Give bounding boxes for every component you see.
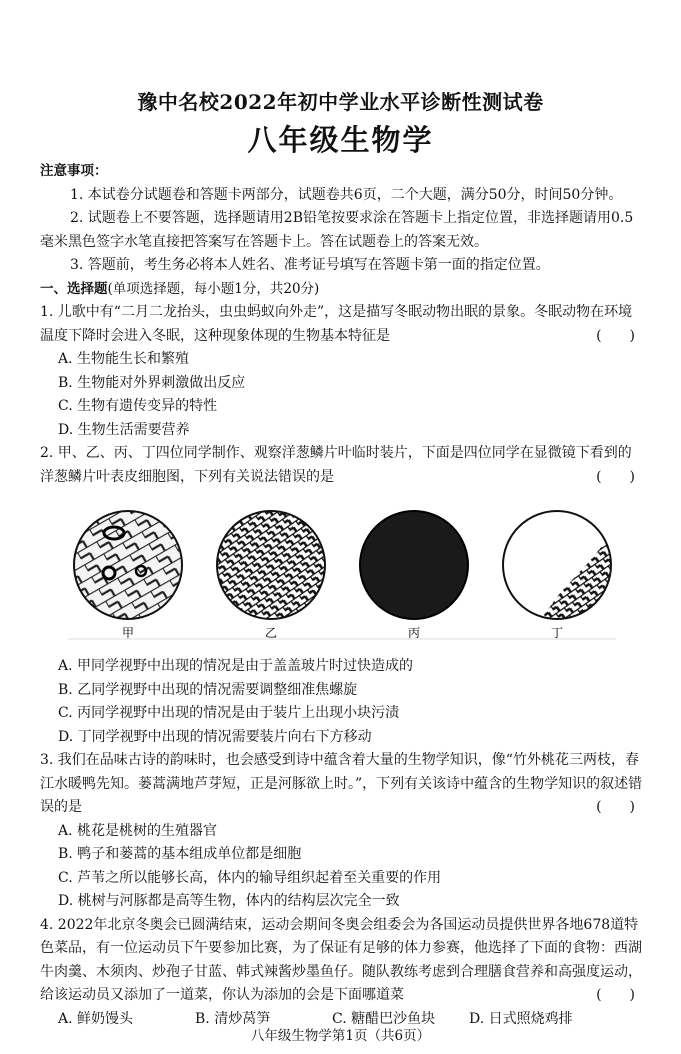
section-title: 一、选择题 [40, 280, 108, 297]
notice-item: 3. 答题前，考生务必将本人姓名、准考证号填写在答题卡第一面的指定位置。 [70, 257, 550, 273]
option-d: D. 丁同学视野中出现的情况需要装片向右下方移动 [58, 728, 372, 745]
option-b: B. 乙同学视野中出现的情况需要调整细准焦螺旋 [58, 681, 358, 698]
subject-title: 八年级生物学 [247, 123, 434, 157]
option-b: B. 清炒莴笋 [195, 1010, 271, 1027]
option-b: B. 生物能对外界刺激做出反应 [58, 374, 246, 391]
notice-heading: 注意事项： [40, 163, 108, 179]
answer-bracket: ( ) [596, 987, 635, 1003]
view-jia [74, 511, 182, 619]
exam-title: 豫中名校2022年初中学业水平诊断性测试卷 [137, 90, 544, 114]
option-a: A. 鲜奶馒头 [58, 1010, 134, 1027]
section-note: (单项选择题，每小题1分，共20分) [107, 280, 320, 297]
figure-label-yi: 乙 [264, 626, 278, 640]
page-footer: 八年级生物学第1页（共6页） [250, 1028, 431, 1044]
option-d: D. 日式照烧鸡排 [469, 1010, 573, 1027]
view-ding [503, 511, 613, 623]
option-c: C. 糖醋巴沙鱼块 [332, 1010, 436, 1027]
options [40, 348, 645, 442]
microscope-figure [68, 493, 616, 653]
notice-item: 1. 本试卷分试题卷和答题卡两部分，试题卷共6页，二个大题，满分50分，时间50分钟。 [70, 186, 623, 203]
question-stem: 2. 甲、乙、丙、丁四位同学制作、观察洋葱鳞片叶临时装片，下面是四位同学在显微镜下看到的洋葱鳞片叶表皮细胞图，下列有关说法错误的是 ( ) [40, 442, 645, 489]
option-c: C. 芦苇之所以能够长高，体内的输导组织起着至关重要的作用 [58, 869, 442, 886]
view-yi [217, 511, 325, 619]
option-a: A. 甲同学视野中出现的情况是由于盖盖玻片时过快造成的 [58, 658, 414, 674]
exam-body [40, 160, 645, 1031]
option-a: A. 生物能生长和繁殖 [58, 351, 190, 367]
answer-bracket: ( ) [596, 468, 635, 485]
view-bing [360, 511, 468, 619]
figure-label-bing: 丙 [407, 626, 421, 640]
figure-label-ding: 丁 [550, 626, 564, 640]
notice-item: 2. 试题卷上不要答题，选择题请用2B铅笔按要求涂在答题卡上指定位置，非选择题请用0.5毫米黑色签字水笔直接把答案写在答题卡上。答在试题卷上的答案无效。 [40, 210, 634, 250]
option-c: C. 生物有遗传变异的特性 [58, 398, 218, 414]
figure-label-jia: 甲 [121, 626, 135, 640]
answer-bracket: ( ) [596, 799, 635, 815]
question-stem: 4. 2022年北京冬奥会已圆满结束，运动会期间冬奥会组委会为各国运动员提供世界各地678道特色菜品，有一位运动员下午要参加比赛，为了保证有足够的体力参赛，他选择了下面的食物：西湖牛肉羹、木须肉、炒孢子甘蓝、韩式辣酱炒墨鱼仔。随队教练考虑到合理膳食营养和高强度运动，给该运动员又添加了一道菜，你认为添加的会是下面哪道菜 ( ) [40, 914, 645, 1008]
option-c: C. 丙同学视野中出现的情况是由于装片上出现小块污渍 [58, 705, 400, 721]
question-stem: 3. 我们在品味古诗的韵味时，也会感受到诗中蕴含着大量的生物学知识，像“竹外桃花三两枝，春江水暖鸭先知。蒌蒿满地芦芽短，正是河豚欲上时。”，下列有关该诗中蕴含的生物学知识的叙述错误的是 ( ) [40, 749, 645, 820]
option-b: B. 鸭子和蒌蒿的基本组成单位都是细胞 [58, 846, 302, 862]
option-d: D. 桃树与河豚都是高等生物，体内的结构层次完全一致 [58, 893, 400, 909]
microscope-views [68, 493, 616, 653]
question-stem: 1. 儿歌中有“二月二龙抬头，虫虫蚂蚁向外走”，这是描写冬眠动物出眠的景象。冬眠动物在环境温度下降时会进入冬眠，这种现象体现的生物基本特征是 ( ) [40, 301, 645, 348]
section-heading [40, 278, 645, 302]
option-a: A. 桃花是桃树的生殖器官 [58, 822, 218, 839]
option-d: D. 生物生活需要营养 [58, 421, 190, 438]
answer-bracket: ( ) [596, 327, 635, 344]
